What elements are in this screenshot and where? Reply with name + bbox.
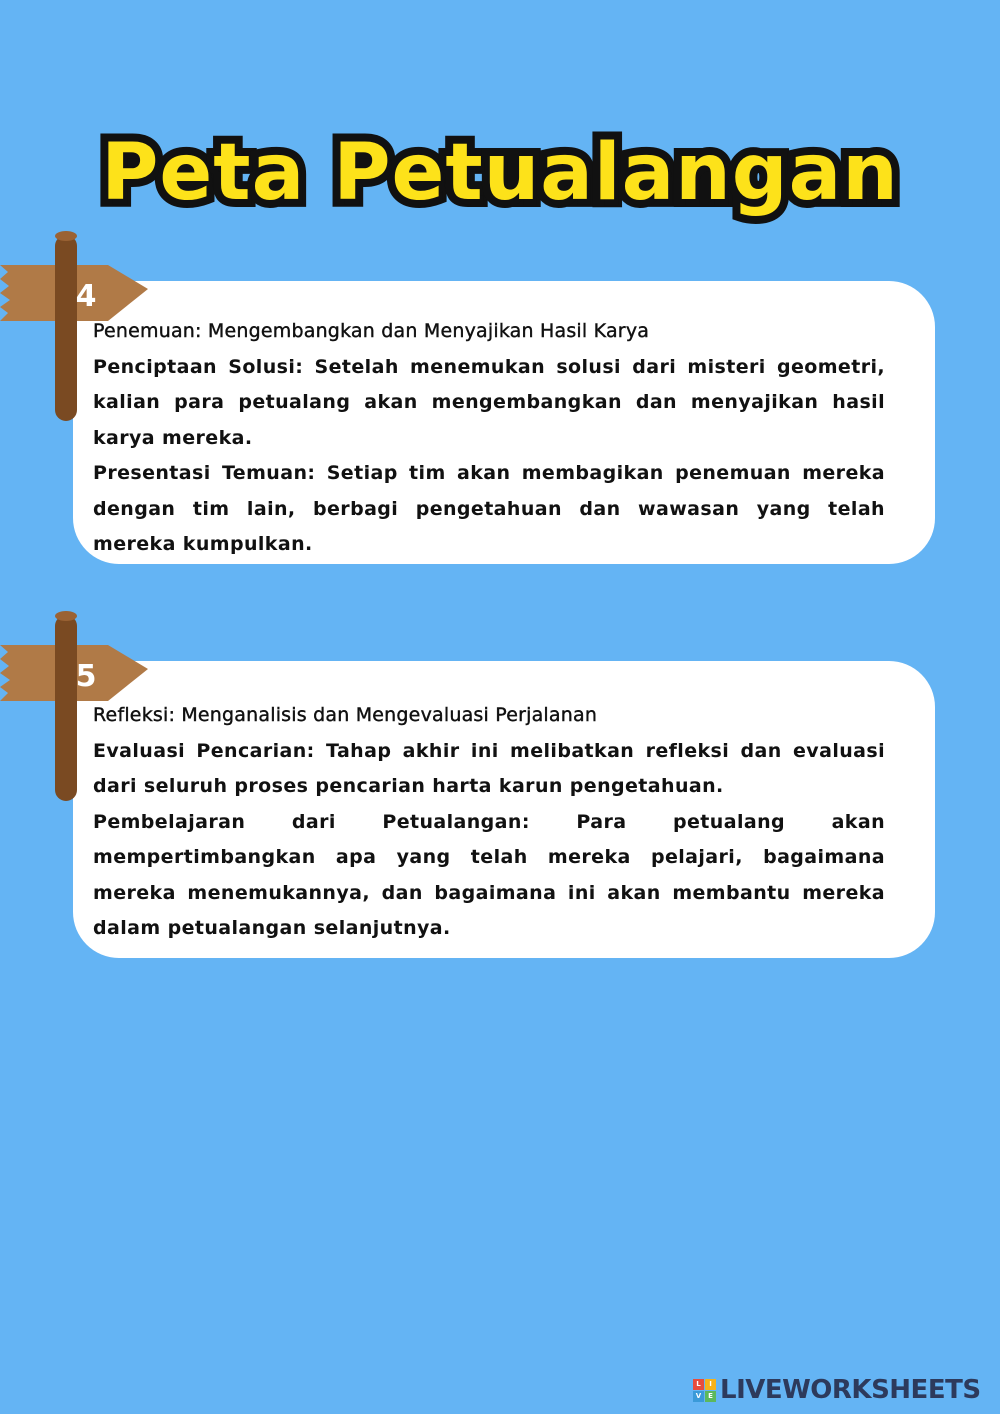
wooden-sign-icon	[0, 229, 150, 429]
signpost-5	[0, 609, 150, 809]
step-paragraph: Penciptaan Solusi: Setelah menemukan solusi dari misteri geometri, kalian para petualang akan mengembangkan dan menyajikan hasil karya mereka.	[93, 355, 885, 449]
step-heading: Refleksi: Menganalisis dan Mengevaluasi Perjalanan	[93, 704, 598, 726]
step-paragraph: Presentasi Temuan: Setiap tim akan membagikan penemuan mereka dengan tim lain, berbagi pengetahuan dan wawasan yang telah mereka kumpulkan.	[93, 462, 885, 555]
wooden-sign-icon	[0, 609, 150, 809]
watermark-text: LIVEWORKSHEETS	[720, 1375, 981, 1405]
step-paragraph: Evaluasi Pencarian: Tahap akhir ini melibatkan refleksi dan evaluasi dari seluruh proses pencarian harta karun pengetahuan.	[93, 739, 885, 797]
step-card-4	[73, 281, 935, 564]
step-number: 5	[75, 659, 97, 694]
step-number: 4	[75, 279, 97, 314]
liveworksheets-logo-icon: L I V E	[693, 1379, 716, 1402]
page-title: Peta Petualangan	[101, 128, 899, 218]
step-heading: Penemuan: Mengembangkan dan Menyajikan Hasil Karya	[93, 320, 650, 342]
liveworksheets-watermark[interactable]	[693, 1375, 981, 1405]
step-card-5	[73, 661, 935, 958]
step-paragraph: Pembelajaran dari Petualangan: Para petualang akan mempertimbangkan apa yang telah mereka pelajari, bagaimana mereka menemukannya, dan bagaimana ini akan membantu mereka dalam petualangan selanjutnya.	[93, 810, 885, 939]
signpost-4	[0, 229, 150, 429]
